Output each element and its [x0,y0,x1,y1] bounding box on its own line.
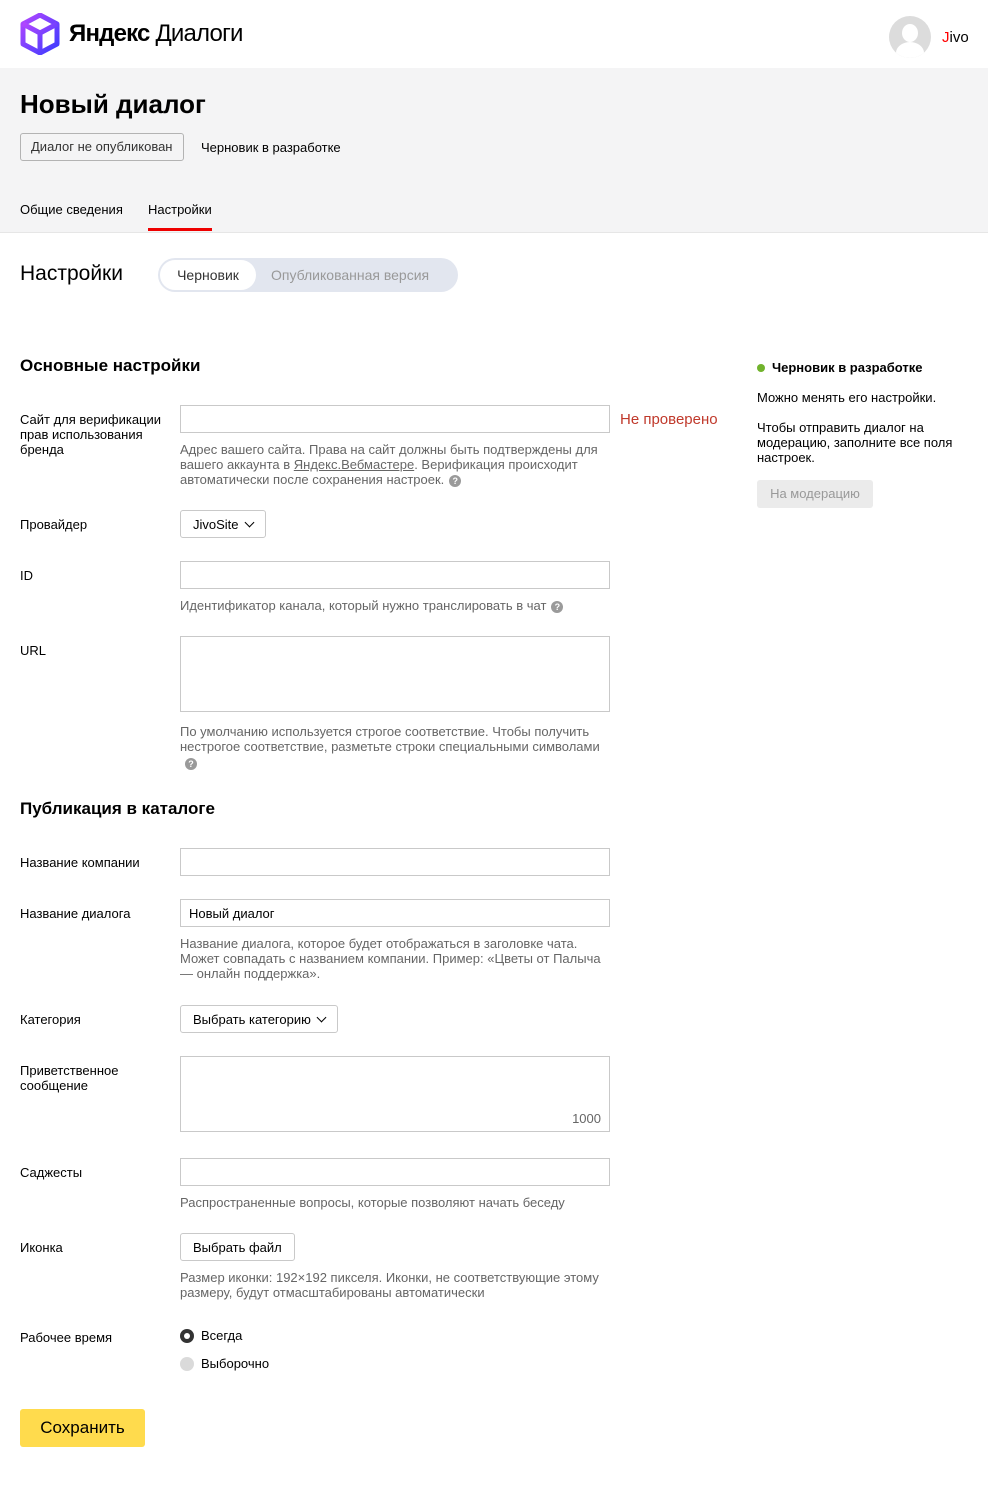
chevron-down-icon [244,517,254,527]
send-to-moderation-button[interactable]: На модерацию [757,480,873,508]
icon-hint: Размер иконки: 192×192 пикселя. Иконки, не соответствующие этому размеру, будут отмасштабированы автоматически [180,1270,599,1300]
radio-checked-icon[interactable] [180,1329,194,1343]
dialog-header-panel [0,68,988,233]
site-hint: Адрес вашего сайта. Права на сайт должны быть подтверждены для вашего аккаунта в Яндекс.Вебмастере. Верификация происходит автоматически после сохранения настроек. ? [180,442,598,487]
url-textarea[interactable] [180,636,610,712]
worktime-always-radio[interactable]: Всегда [180,1328,242,1343]
sidebar-text-instructions: Чтобы отправить диалог на модерацию, заполните все поля настроек. [757,420,953,465]
suggest-hint: Распространенные вопросы, которые позволяют начать беседу [180,1195,565,1210]
greeting-textarea[interactable] [180,1056,610,1132]
settings-title: Настройки [20,262,123,285]
choose-file-button[interactable]: Выбрать файл [180,1233,295,1261]
company-input[interactable] [180,848,610,876]
user-menu[interactable] [889,16,969,58]
tab-settings[interactable]: Настройки [148,202,212,217]
logo-product: Диалоги [155,20,243,47]
greeting-label: Приветственное сообщение [20,1063,119,1093]
catalog-heading: Публикация в каталоге [20,799,215,818]
worktime-label: Рабочее время [20,1330,113,1345]
logo-brand: Яндекс [69,20,150,47]
page-title: Новый диалог [20,89,206,119]
active-tab-indicator [148,228,212,231]
url-label: URL [20,643,47,658]
dialog-name-input[interactable]: Новый диалог [180,899,610,927]
dialog-name-label: Название диалога [20,906,131,921]
draft-status-text: Черновик в разработке [201,140,341,155]
id-hint: Идентификатор канала, который нужно транслировать в чат ? [180,598,610,613]
version-switch [158,258,458,292]
site-verification-status: Не проверено [620,411,718,428]
status-dot-icon [757,364,765,372]
worktime-custom-radio[interactable]: Выборочно [180,1356,269,1371]
segment-published[interactable]: Опубликованная версия [271,267,430,283]
category-label: Категория [20,1012,81,1027]
suggest-input[interactable] [180,1158,610,1186]
category-select[interactable]: Выбрать категорию [180,1005,338,1033]
site-input[interactable] [180,405,610,433]
provider-label: Провайдер [20,517,88,532]
help-icon[interactable]: ? [185,758,197,770]
avatar[interactable] [889,16,931,58]
basic-settings-heading: Основные настройки [20,356,201,375]
help-icon[interactable]: ? [449,475,461,487]
sidebar-status: Черновик в разработке [757,360,923,375]
help-icon[interactable]: ? [551,601,563,613]
sidebar-text-editable: Можно менять его настройки. [757,390,937,405]
user-name[interactable]: Jivo [942,28,969,46]
top-bar [0,0,988,68]
suggest-label: Саджесты [20,1165,83,1180]
tab-general-info[interactable]: Общие сведения [20,202,123,217]
icon-label: Иконка [20,1240,63,1255]
site-label: Сайт для верификации прав использования бренда [20,412,162,457]
id-input[interactable] [180,561,610,589]
url-hint: По умолчанию используется строгое соответствие. Чтобы получить нестрогое соответствие, разметьте строки специальными символами ? [180,724,600,770]
webmaster-link[interactable]: Яндекс.Вебмастере [293,457,415,472]
logo[interactable] [20,13,243,55]
logo-text [69,20,243,48]
chevron-down-icon [316,1012,326,1022]
greeting-char-counter: 1000 [572,1111,601,1126]
company-label: Название компании [20,855,140,870]
id-label: ID [20,568,33,583]
save-button[interactable]: Сохранить [20,1409,145,1447]
dialog-name-hint: Название диалога, которое будет отображаться в заголовке чата. Может совпадать с названием компании. Пример: «Цветы от Палыча — онлайн поддержка». [180,936,601,981]
cube-logo-icon [20,13,60,55]
provider-select[interactable]: JivoSite [180,510,266,538]
segment-draft[interactable]: Черновик [160,260,256,290]
radio-unchecked-icon[interactable] [180,1357,194,1371]
publish-status-badge: Диалог не опубликован [20,133,184,161]
